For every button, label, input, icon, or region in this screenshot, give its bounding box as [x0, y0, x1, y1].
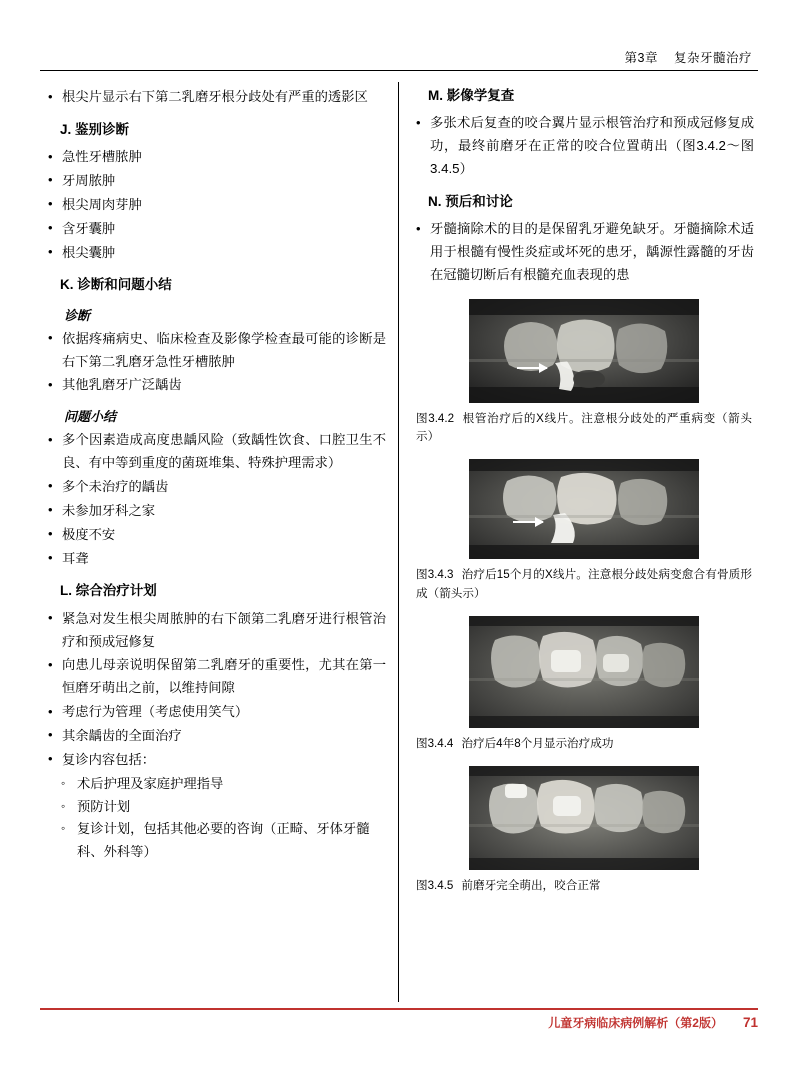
figure-caption-3: [416, 735, 752, 754]
list-item: • 考虑行为管理（考虑使用笑气）: [46, 701, 386, 724]
figure-3-4-3: [414, 459, 754, 604]
figure-number-2: 图3.4.3: [416, 568, 454, 582]
subheading-problem-summary: 问题小结: [64, 409, 117, 425]
figure-caption-text-3: 治疗后4年8个月显示治疗成功: [461, 736, 614, 750]
running-head: [625, 48, 752, 66]
heading-j: J. 鉴别诊断: [60, 121, 130, 137]
pointer-arrow-icon: [513, 521, 543, 523]
heading-k: K. 诊断和问题小结: [60, 277, 172, 293]
heading-n: N. 预后和讨论: [428, 193, 513, 209]
figure-number-3: 图3.4.4: [416, 736, 454, 750]
list-item: • 耳聋: [46, 548, 386, 571]
list-item: • 极度不安: [46, 524, 386, 547]
figure-caption-text-4: 前磨牙完全萌出，咬合正常: [461, 878, 601, 892]
heading-m: M. 影像学复查: [428, 88, 515, 103]
radiograph-image-1: [469, 299, 699, 403]
list-item: ◦ 术后护理及家庭护理指导: [60, 773, 386, 796]
intro-bullet-list: [46, 86, 386, 109]
radiograph-image-3: [469, 616, 699, 728]
subheading-diagnosis: 诊断: [64, 307, 91, 323]
figure-number-4: 图3.4.5: [416, 878, 454, 892]
treatment-plan-list: [46, 608, 386, 772]
radiograph-graphic-3: [469, 616, 699, 728]
list-item: • 紧急对发生根尖周脓肿的右下颌第二乳磨牙进行根管治疗和预成冠修复: [46, 608, 386, 654]
list-item: ◦ 预防计划: [60, 796, 386, 819]
figure-3-4-5: [414, 766, 754, 896]
running-head-title: 复杂牙髓治疗: [673, 51, 752, 65]
heading-l: L. 综合治疗计划: [60, 583, 157, 599]
radiograph-graphic-4: [469, 766, 699, 870]
list-item: • 牙周脓肿: [46, 170, 386, 193]
radiograph-graphic-1: [469, 299, 699, 403]
figure-caption-4: [416, 877, 752, 896]
list-item: • 多个因素造成高度患龋风险（致龋性饮食、口腔卫生不良、有中等到重度的菌斑堆集、特殊护理需求）: [46, 429, 386, 475]
figure-3-4-2: [414, 299, 754, 448]
list-item: • 其余龋齿的全面治疗: [46, 725, 386, 748]
column-divider-rule: [398, 82, 399, 1002]
figure-caption-text-2: 治疗后15个月的X线片。注意根分歧处病变愈合有骨质形成（箭头示）: [416, 568, 752, 600]
radiograph-graphic-2: [469, 459, 699, 559]
list-item: • 根尖周肉芽肿: [46, 194, 386, 217]
followup-sub-list: [46, 773, 386, 864]
page-footer: [548, 1014, 758, 1031]
list-item: • 多个未治疗的龋齿: [46, 476, 386, 499]
right-column: [414, 86, 754, 895]
running-head-chapter: 第3章: [624, 51, 658, 65]
figure-caption-2: [416, 566, 752, 604]
list-item: ◦ 复诊计划，包括其他必要的咨询（正畸、牙体牙髓科、外科等）: [60, 818, 386, 864]
radiograph-image-2: [469, 459, 699, 559]
list-item: • 根尖囊肿: [46, 242, 386, 265]
list-item: • 牙髓摘除术的目的是保留乳牙避免缺牙。牙髓摘除术适用于根髓有慢性炎症或坏死的患牙，龋源性露髓的牙齿在冠髓切断后有根髓充血表现的患: [414, 218, 754, 287]
figure-caption-text-1: 根管治疗后的X线片。注意根分歧处的严重病变（箭头示）: [416, 411, 752, 444]
pointer-arrow-icon: [517, 367, 547, 369]
list-item: • 多张术后复查的咬合翼片显示根管治疗和预成冠修复成功，最终前磨牙在正常的咬合位置萌出（图3.4.2～图3.4.5）: [414, 112, 754, 181]
figure-3-4-4: [414, 616, 754, 754]
list-item: • 依据疼痛病史、临床检查及影像学检查最可能的诊断是右下第二乳磨牙急性牙槽脓肿: [46, 328, 386, 374]
list-item: • 根尖片显示右下第二乳磨牙根分歧处有严重的透影区: [46, 86, 386, 109]
left-column: [46, 86, 386, 864]
figure-number-1: 图3.4.2: [416, 411, 455, 425]
list-item: • 其他乳磨牙广泛龋齿: [46, 374, 386, 397]
list-item: • 急性牙槽脓肿: [46, 146, 386, 169]
radiographic-followup-list: [414, 112, 754, 181]
prognosis-discussion-list: [414, 218, 754, 287]
differential-diagnosis-list: [46, 146, 386, 264]
header-rule: [40, 70, 758, 71]
list-item: • 向患儿母亲说明保留第二乳磨牙的重要性，尤其在第一恒磨牙萌出之前，以维持间隙: [46, 654, 386, 700]
page-number: 71: [742, 1015, 758, 1030]
problem-summary-list: [46, 429, 386, 570]
list-item: • 含牙囊肿: [46, 218, 386, 241]
book-title: 儿童牙病临床病例解析（第2版）: [548, 1016, 723, 1030]
figure-caption-1: [416, 410, 752, 448]
footer-rule: [40, 1008, 758, 1010]
diagnosis-list: [46, 328, 386, 398]
radiograph-image-4: [469, 766, 699, 870]
list-item: • 复诊内容包括：: [46, 749, 386, 772]
list-item: • 未参加牙科之家: [46, 500, 386, 523]
